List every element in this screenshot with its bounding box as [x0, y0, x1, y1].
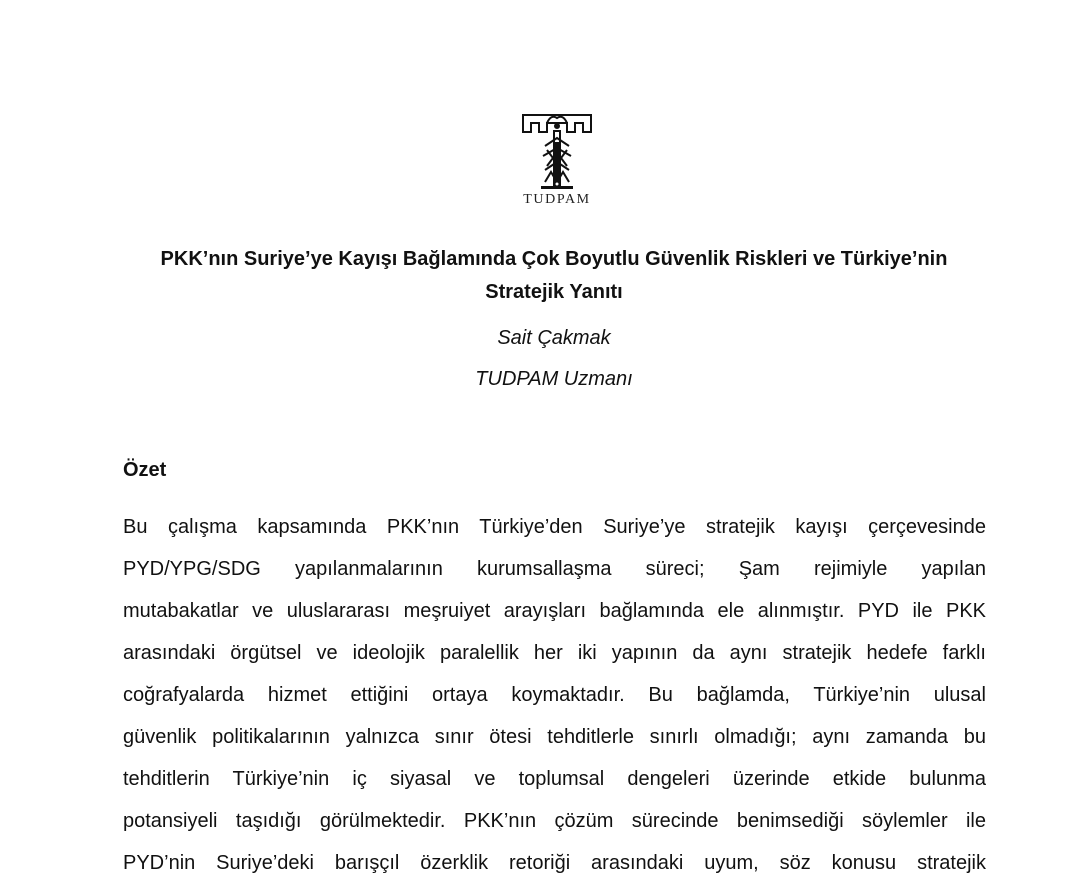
abstract-line: güvenlik politikalarının yalnızca sınır ötesi tehditlerle sınırlı olmadığı; aynı zamanda bu [123, 726, 986, 748]
author-name: Sait Çakmak [497, 327, 611, 349]
document-title: PKK’nın Suriye’ye Kayışı Bağlamında Çok Boyutlu Güvenlik Riskleri ve Türkiye’nin Stratejik Yanıtı [160, 248, 948, 303]
tudpam-logo [505, 112, 609, 212]
abstract-line: PYD’nin Suriye’deki barışçıl özerklik retoriği arasındaki uyum, söz konusu stratejik [123, 852, 986, 874]
tudpam-emblem-icon [517, 112, 597, 192]
abstract-line: mutabakatlar ve uluslararası meşruiyet arayışları bağlamında ele alınmıştır. PYD ile PKK [123, 600, 986, 622]
author-affiliation: TUDPAM Uzmanı [475, 368, 633, 390]
abstract-line: tehditlerin Türkiye’nin iç siyasal ve toplumsal dengeleri üzerinde etkide bulunma [123, 768, 986, 790]
abstract-line: arasındaki örgütsel ve ideolojik paralellik her iki yapının da aynı stratejik hedefe farklı [123, 642, 986, 664]
abstract-line: potansiyeli taşıdığı görülmektedir. PKK’nın çözüm sürecinde benimsediği söylemler ile [123, 810, 986, 832]
abstract-line: PYD/YPG/SDG yapılanmalarının kurumsallaşma süreci; Şam rejimiyle yapılan [123, 558, 986, 580]
abstract-line: coğrafyalarda hizmet ettiğini ortaya koymaktadır. Bu bağlamda, Türkiye’nin ulusal [123, 684, 986, 706]
abstract-body [123, 506, 986, 884]
logo-text: TUDPAM [523, 192, 591, 207]
abstract-line: Bu çalışma kapsamında PKK’nın Türkiye’den Suriye’ye stratejik kayışı çerçevesinde [123, 516, 986, 538]
abstract-heading: Özet [123, 459, 167, 481]
